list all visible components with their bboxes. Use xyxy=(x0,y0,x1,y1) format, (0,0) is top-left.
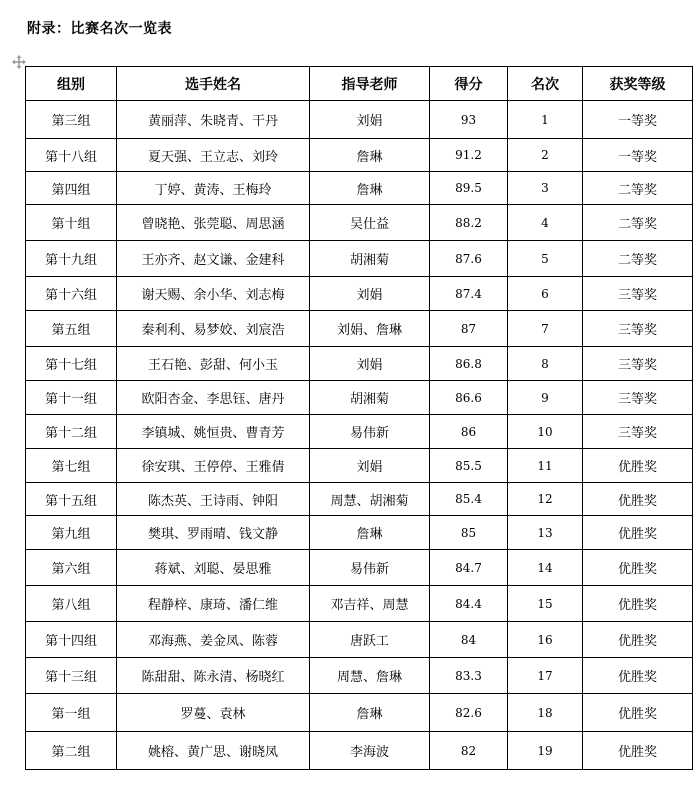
cell-group: 第十八组 xyxy=(26,139,117,172)
cell-group: 第十六组 xyxy=(26,277,117,311)
cell-rank: 19 xyxy=(508,732,583,770)
cell-award-level: 优胜奖 xyxy=(583,550,693,586)
cell-award-level: 二等奖 xyxy=(583,205,693,241)
cell-rank: 3 xyxy=(508,172,583,205)
cell-rank: 11 xyxy=(508,449,583,483)
table-row xyxy=(26,172,693,205)
cell-instructor: 周慧、詹琳 xyxy=(310,658,430,694)
table-move-handle-icon[interactable] xyxy=(12,54,26,68)
cell-award-level: 三等奖 xyxy=(583,347,693,381)
cell-rank: 17 xyxy=(508,658,583,694)
cell-rank: 8 xyxy=(508,347,583,381)
cell-instructor: 刘娟 xyxy=(310,449,430,483)
cell-group: 第六组 xyxy=(26,550,117,586)
cell-player-names: 蒋斌、刘聪、晏思雅 xyxy=(117,550,310,586)
cell-award-level: 优胜奖 xyxy=(583,586,693,622)
cell-score: 86.8 xyxy=(430,347,508,381)
cell-rank: 4 xyxy=(508,205,583,241)
table-row xyxy=(26,381,693,415)
cell-award-level: 一等奖 xyxy=(583,139,693,172)
cell-award-level: 二等奖 xyxy=(583,172,693,205)
cell-player-names: 丁婷、黄涛、王梅玲 xyxy=(117,172,310,205)
header-player-names: 选手姓名 xyxy=(117,67,310,101)
table-row xyxy=(26,449,693,483)
cell-score: 88.2 xyxy=(430,205,508,241)
cell-award-level: 三等奖 xyxy=(583,277,693,311)
cell-group: 第七组 xyxy=(26,449,117,483)
cell-score: 83.3 xyxy=(430,658,508,694)
cell-group: 第十四组 xyxy=(26,622,117,658)
cell-group: 第四组 xyxy=(26,172,117,205)
ranking-table xyxy=(25,66,693,770)
cell-player-names: 陈甜甜、陈永清、杨晓红 xyxy=(117,658,310,694)
cell-award-level: 优胜奖 xyxy=(583,732,693,770)
cell-score: 84 xyxy=(430,622,508,658)
cell-instructor: 詹琳 xyxy=(310,172,430,205)
cell-award-level: 优胜奖 xyxy=(583,449,693,483)
cell-player-names: 徐安琪、王停停、王雅倩 xyxy=(117,449,310,483)
cell-player-names: 邓海燕、姜金凤、陈蓉 xyxy=(117,622,310,658)
cell-group: 第八组 xyxy=(26,586,117,622)
cell-score: 85 xyxy=(430,516,508,550)
cell-instructor: 詹琳 xyxy=(310,516,430,550)
cell-rank: 16 xyxy=(508,622,583,658)
cell-award-level: 优胜奖 xyxy=(583,658,693,694)
cell-player-names: 程静梓、康琦、潘仁维 xyxy=(117,586,310,622)
cell-group: 第三组 xyxy=(26,101,117,139)
cell-score: 87 xyxy=(430,311,508,347)
cell-group: 第十七组 xyxy=(26,347,117,381)
cell-instructor: 李海波 xyxy=(310,732,430,770)
cell-award-level: 一等奖 xyxy=(583,101,693,139)
cell-instructor: 吴仕益 xyxy=(310,205,430,241)
cell-instructor: 易伟新 xyxy=(310,550,430,586)
cell-player-names: 姚榕、黄广思、谢晓凤 xyxy=(117,732,310,770)
cell-player-names: 夏天强、王立志、刘玲 xyxy=(117,139,310,172)
cell-instructor: 刘娟 xyxy=(310,347,430,381)
cell-group: 第二组 xyxy=(26,732,117,770)
cell-rank: 2 xyxy=(508,139,583,172)
cell-group: 第十组 xyxy=(26,205,117,241)
table-row xyxy=(26,586,693,622)
document-title: 附录：比赛名次一览表 xyxy=(27,21,172,37)
cell-rank: 15 xyxy=(508,586,583,622)
table-row xyxy=(26,415,693,449)
cell-score: 87.6 xyxy=(430,241,508,277)
cell-rank: 6 xyxy=(508,277,583,311)
cell-award-level: 三等奖 xyxy=(583,415,693,449)
cell-player-names: 曾晓艳、张莞聪、周思涵 xyxy=(117,205,310,241)
cell-rank: 1 xyxy=(508,101,583,139)
header-group: 组别 xyxy=(26,67,117,101)
table-row xyxy=(26,139,693,172)
cell-instructor: 邓吉祥、周慧 xyxy=(310,586,430,622)
cell-instructor: 刘娟 xyxy=(310,101,430,139)
cell-score: 87.4 xyxy=(430,277,508,311)
cell-score: 93 xyxy=(430,101,508,139)
cell-score: 86.6 xyxy=(430,381,508,415)
cell-award-level: 优胜奖 xyxy=(583,622,693,658)
cell-player-names: 樊琪、罗雨晴、钱文静 xyxy=(117,516,310,550)
table-row xyxy=(26,241,693,277)
table-row xyxy=(26,205,693,241)
cell-instructor: 唐跃工 xyxy=(310,622,430,658)
cell-award-level: 三等奖 xyxy=(583,381,693,415)
cell-player-names: 李镇城、姚恒贵、曹青芳 xyxy=(117,415,310,449)
cell-player-names: 秦利利、易梦姣、刘宸浩 xyxy=(117,311,310,347)
cell-rank: 14 xyxy=(508,550,583,586)
cell-score: 84.4 xyxy=(430,586,508,622)
cell-player-names: 陈杰英、王诗雨、钟阳 xyxy=(117,483,310,516)
cell-group: 第九组 xyxy=(26,516,117,550)
cell-rank: 13 xyxy=(508,516,583,550)
cell-rank: 9 xyxy=(508,381,583,415)
cell-score: 85.5 xyxy=(430,449,508,483)
table-row xyxy=(26,101,693,139)
table-row xyxy=(26,347,693,381)
cell-group: 第十三组 xyxy=(26,658,117,694)
cell-rank: 7 xyxy=(508,311,583,347)
table-row xyxy=(26,277,693,311)
cell-player-names: 罗蔓、袁林 xyxy=(117,694,310,732)
table-header-row xyxy=(26,67,693,101)
cell-award-level: 三等奖 xyxy=(583,311,693,347)
header-award-level: 获奖等级 xyxy=(583,67,693,101)
cell-instructor: 刘娟、詹琳 xyxy=(310,311,430,347)
table-row xyxy=(26,483,693,516)
header-rank: 名次 xyxy=(508,67,583,101)
cell-instructor: 詹琳 xyxy=(310,139,430,172)
cell-score: 82.6 xyxy=(430,694,508,732)
cell-player-names: 欧阳杏金、李思钰、唐丹 xyxy=(117,381,310,415)
table-row xyxy=(26,658,693,694)
cell-rank: 18 xyxy=(508,694,583,732)
cell-group: 第十一组 xyxy=(26,381,117,415)
cell-player-names: 王亦齐、赵文谦、金建科 xyxy=(117,241,310,277)
cell-instructor: 胡湘菊 xyxy=(310,381,430,415)
cell-rank: 5 xyxy=(508,241,583,277)
cell-instructor: 易伟新 xyxy=(310,415,430,449)
cell-award-level: 优胜奖 xyxy=(583,694,693,732)
cell-score: 82 xyxy=(430,732,508,770)
cell-instructor: 詹琳 xyxy=(310,694,430,732)
table-row xyxy=(26,694,693,732)
cell-group: 第十九组 xyxy=(26,241,117,277)
cell-rank: 10 xyxy=(508,415,583,449)
table-row xyxy=(26,732,693,770)
cell-score: 89.5 xyxy=(430,172,508,205)
header-score: 得分 xyxy=(430,67,508,101)
cell-player-names: 谢天赐、余小华、刘志梅 xyxy=(117,277,310,311)
table-row xyxy=(26,550,693,586)
cell-instructor: 刘娟 xyxy=(310,277,430,311)
four-arrows-move-icon xyxy=(12,55,26,69)
cell-group: 第十五组 xyxy=(26,483,117,516)
table-row xyxy=(26,311,693,347)
cell-award-level: 二等奖 xyxy=(583,241,693,277)
cell-instructor: 周慧、胡湘菊 xyxy=(310,483,430,516)
cell-player-names: 黄丽萍、朱晓青、干丹 xyxy=(117,101,310,139)
ranking-table-container xyxy=(25,66,693,770)
cell-group: 第一组 xyxy=(26,694,117,732)
table-row xyxy=(26,516,693,550)
cell-player-names: 王石艳、彭甜、何小玉 xyxy=(117,347,310,381)
cell-group: 第十二组 xyxy=(26,415,117,449)
cell-award-level: 优胜奖 xyxy=(583,516,693,550)
cell-rank: 12 xyxy=(508,483,583,516)
cell-score: 85.4 xyxy=(430,483,508,516)
cell-score: 84.7 xyxy=(430,550,508,586)
cell-group: 第五组 xyxy=(26,311,117,347)
cell-instructor: 胡湘菊 xyxy=(310,241,430,277)
table-row xyxy=(26,622,693,658)
cell-score: 86 xyxy=(430,415,508,449)
header-instructor: 指导老师 xyxy=(310,67,430,101)
cell-score: 91.2 xyxy=(430,139,508,172)
cell-award-level: 优胜奖 xyxy=(583,483,693,516)
